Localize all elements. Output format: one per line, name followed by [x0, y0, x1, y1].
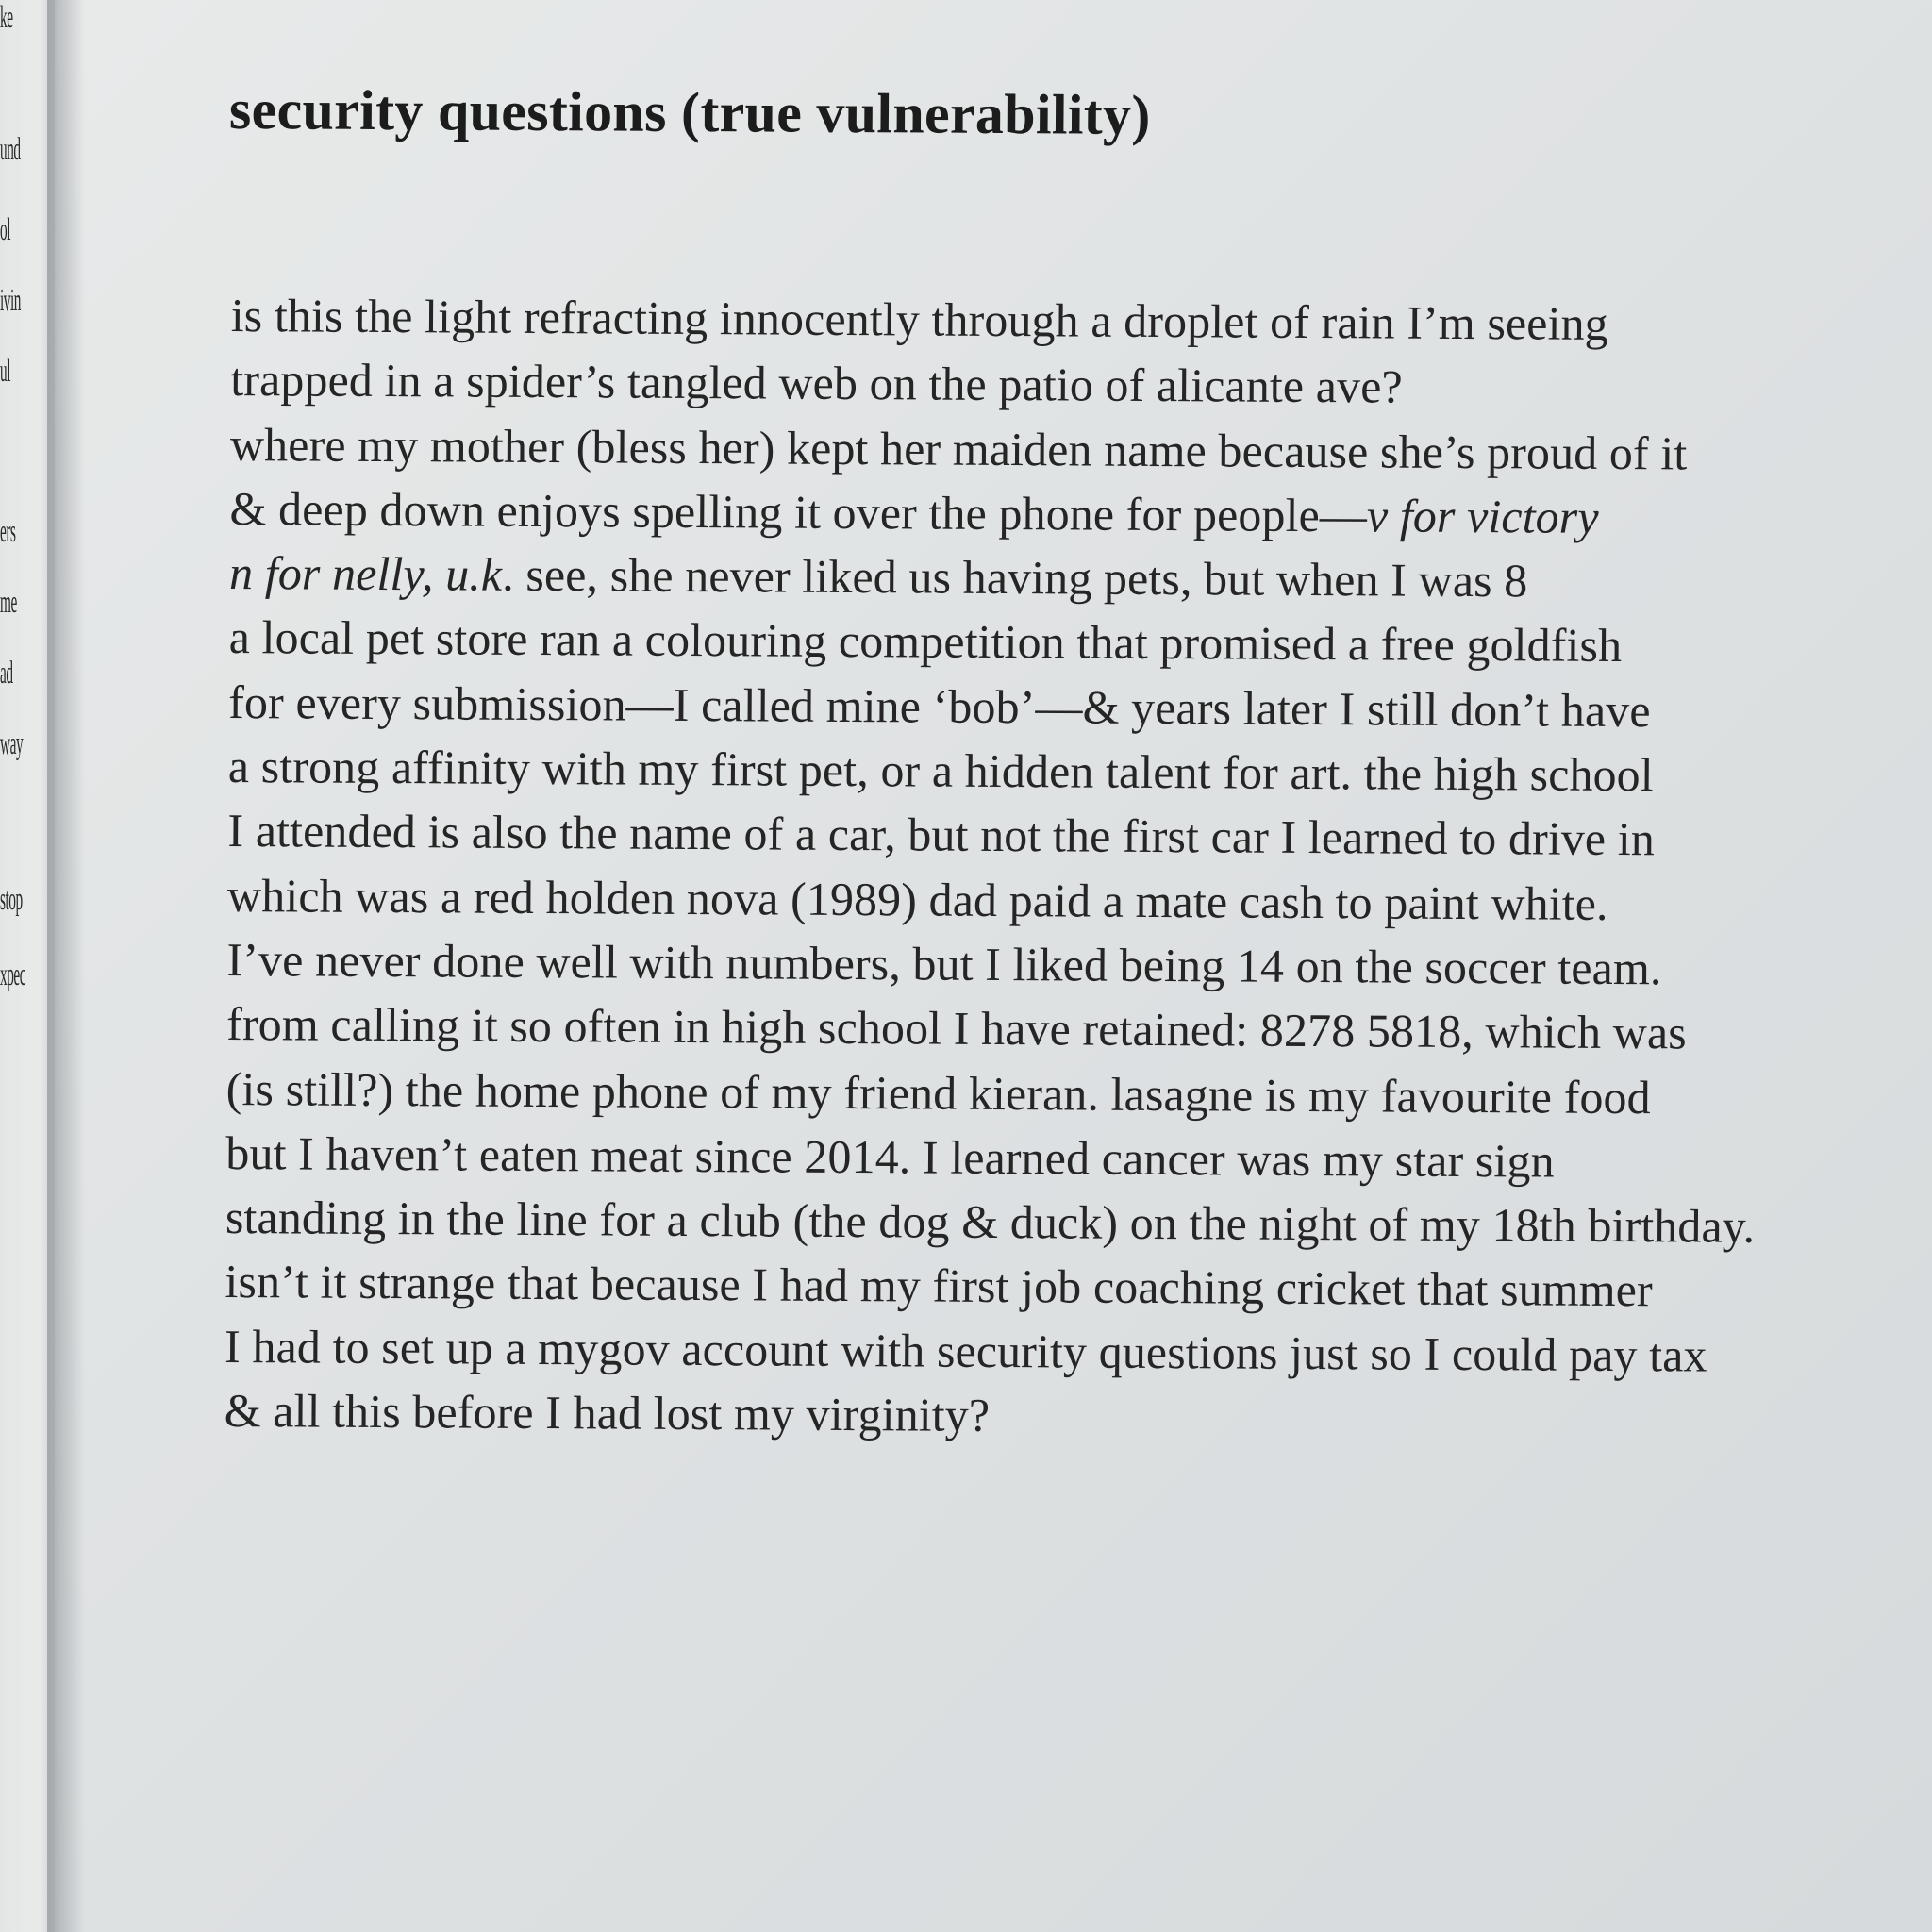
- poem-title: security questions (true vulnerability): [228, 78, 1151, 146]
- poem-line: (is still?) the home phone of my friend kieran. lasagne is my favourite food: [225, 1061, 1651, 1124]
- facing-page-fragment: ers: [0, 514, 16, 549]
- poem-line: for every submission—I called mine ‘bob’—& years later I still don’t have: [228, 675, 1651, 737]
- poem-line: isn’t it strange that because I had my first job coaching cricket that summer: [225, 1255, 1653, 1317]
- poem-line: from calling it so often in high school I have retained: 8278 5818, which was: [226, 997, 1688, 1059]
- italic-phrase: v for victory: [1366, 489, 1599, 543]
- facing-page-fragment: me: [0, 585, 17, 620]
- facing-page-fragment: way: [0, 726, 24, 761]
- poem-line: a local pet store ran a colouring competition that promised a free goldfish: [228, 610, 1623, 673]
- italic-phrase: n for nelly, u.k: [228, 546, 503, 601]
- facing-page-fragment: ad: [0, 656, 13, 691]
- poem-line: n for nelly, u.k. see, she never liked us having pets, but when I was 8: [228, 546, 1528, 608]
- poem-line: where my mother (bless her) kept her maiden name because she’s proud of it: [229, 417, 1688, 480]
- poem-line: I’ve never done well with numbers, but I liked being 14 on the soccer team.: [226, 932, 1662, 995]
- facing-page-fragment: ivin: [0, 283, 22, 318]
- poem-body: [224, 283, 1932, 1453]
- poem-line: is this the light refracting innocently through a droplet of rain I’m seeing: [230, 288, 1608, 350]
- poem-line: but I haven’t eaten meat since 2014. I learned cancer was my star sign: [225, 1125, 1555, 1188]
- poem-line: & deep down enjoys spelling it over the phone for people—v for victory: [229, 481, 1599, 543]
- book-page: [55, 0, 1932, 1932]
- poem-line: I had to set up a mygov account with security questions just so I could pay tax: [224, 1319, 1707, 1382]
- poem-line: & all this before I had lost my virginity?: [224, 1384, 991, 1441]
- poem-line: trapped in a spider’s tangled web on the patio of alicante ave?: [230, 353, 1403, 413]
- facing-page-fragment: ke: [0, 0, 13, 35]
- facing-page-fragment: ol: [0, 212, 11, 247]
- facing-page-fragment: und: [0, 132, 21, 167]
- poem-line: standing in the line for a club (the dog & duck) on the night of my 18th birthday.: [225, 1191, 1756, 1254]
- poem-line: a strong affinity with my first pet, or a hidden talent for art. the high school: [227, 740, 1654, 802]
- gutter-shadow: [47, 0, 85, 1932]
- facing-page-fragment: ul: [0, 354, 11, 389]
- facing-page-fragment: stop: [0, 882, 23, 917]
- poem-line: I attended is also the name of a car, but not the first car I learned to drive in: [227, 804, 1656, 866]
- poem-line: which was a red holden nova (1989) dad paid a mate cash to paint white.: [226, 868, 1608, 930]
- facing-page-fragment: xpec: [0, 958, 26, 992]
